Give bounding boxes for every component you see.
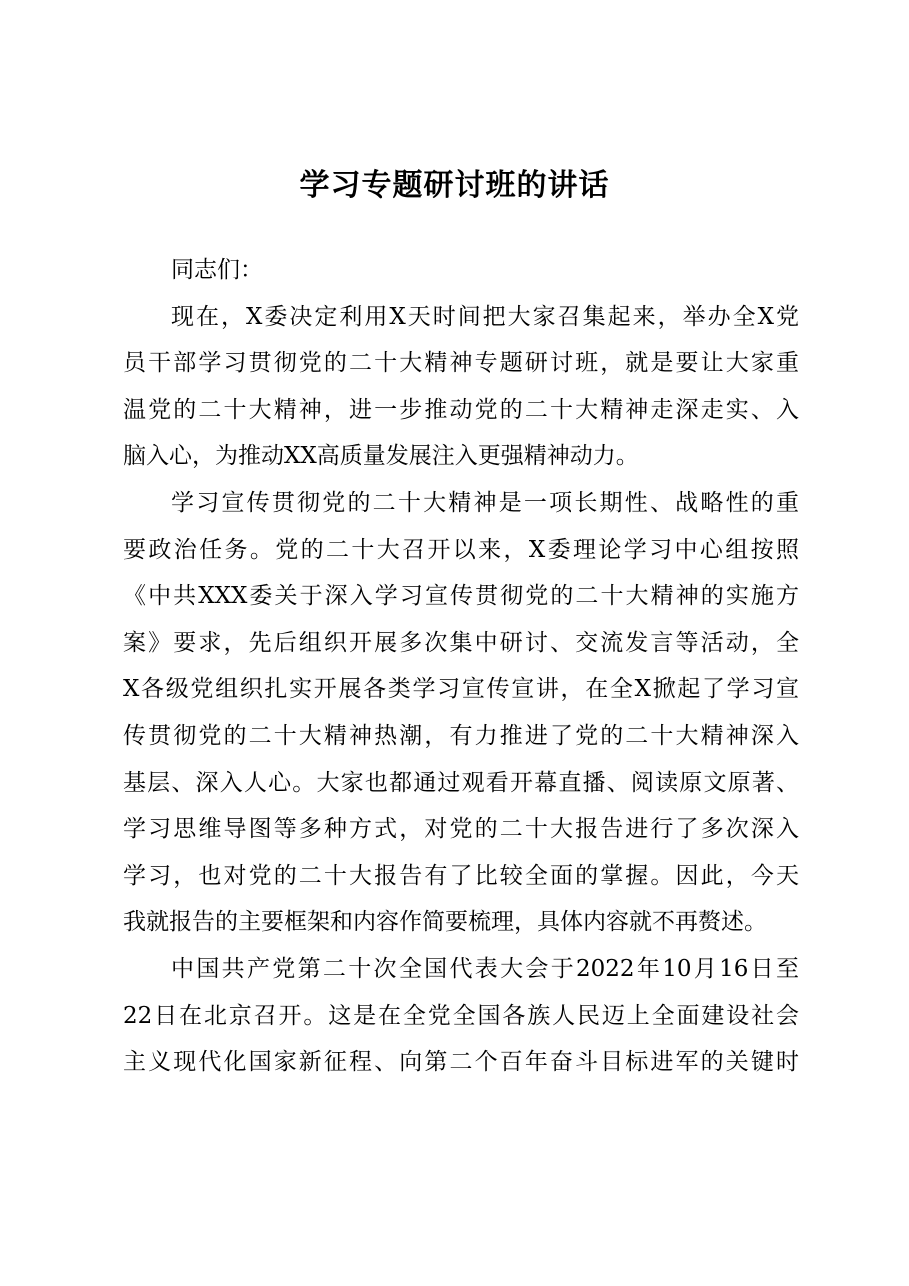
paragraph-2 bbox=[123, 480, 799, 946]
paragraph-line: 基层、深入人心。大家也都通过观看开幕直播、阅读原文原著、 bbox=[123, 769, 799, 796]
paragraph-3 bbox=[123, 946, 799, 1086]
paragraph-line: 传贯彻党的二十大精神热潮，有力推进了党的二十大精神深入 bbox=[123, 722, 799, 749]
paragraph-line: 现在，X委决定利用X天时间把大家召集起来，举办全X党 bbox=[171, 303, 799, 330]
paragraph-line: 要政治任务。党的二十大召开以来，X委理论学习中心组按照 bbox=[123, 536, 799, 563]
paragraph-line: X各级党组织扎实开展各类学习宣传宣讲，在全X掀起了学习宣 bbox=[123, 676, 799, 703]
paragraph-line: 员干部学习贯彻党的二十大精神专题研讨班，就是要让大家重 bbox=[123, 350, 799, 377]
document-title: 学习专题研讨班的讲话 bbox=[299, 168, 610, 203]
paragraph-line: 我就报告的主要框架和内容作简要梳理，具体内容就不再赘述。 bbox=[123, 909, 767, 936]
paragraph-1 bbox=[123, 294, 799, 480]
paragraph-line: 22日在北京召开。这是在全党全国各族人民迈上全面建设社会 bbox=[123, 1002, 799, 1029]
paragraph-line: 温党的二十大精神，进一步推动党的二十大精神走深走实、入 bbox=[123, 396, 799, 423]
document-body bbox=[123, 247, 799, 1086]
salutation: 同志们： bbox=[171, 257, 263, 283]
paragraph-line: 学习宣传贯彻党的二十大精神是一项长期性、战略性的重 bbox=[171, 489, 799, 516]
paragraph-line: 主义现代化国家新征程、向第二个百年奋斗目标进军的关键时 bbox=[123, 1049, 799, 1076]
paragraph-line: 中国共产党第二十次全国代表大会于2022年10月16日至 bbox=[171, 955, 799, 982]
paragraph-line: 脑入心，为推动XX高质量发展注入更强精神动力。 bbox=[123, 443, 639, 470]
paragraph-line: 学习，也对党的二十大报告有了比较全面的掌握。因此，今天 bbox=[123, 862, 799, 889]
paragraph-line: 案》要求，先后组织开展多次集中研讨、交流发言等活动，全 bbox=[123, 629, 799, 656]
paragraph-line: 学习思维导图等多种方式，对党的二十大报告进行了多次深入 bbox=[123, 816, 799, 843]
paragraph-line: 《中共XXX委关于深入学习宣传贯彻党的二十大精神的实施方 bbox=[123, 583, 799, 610]
